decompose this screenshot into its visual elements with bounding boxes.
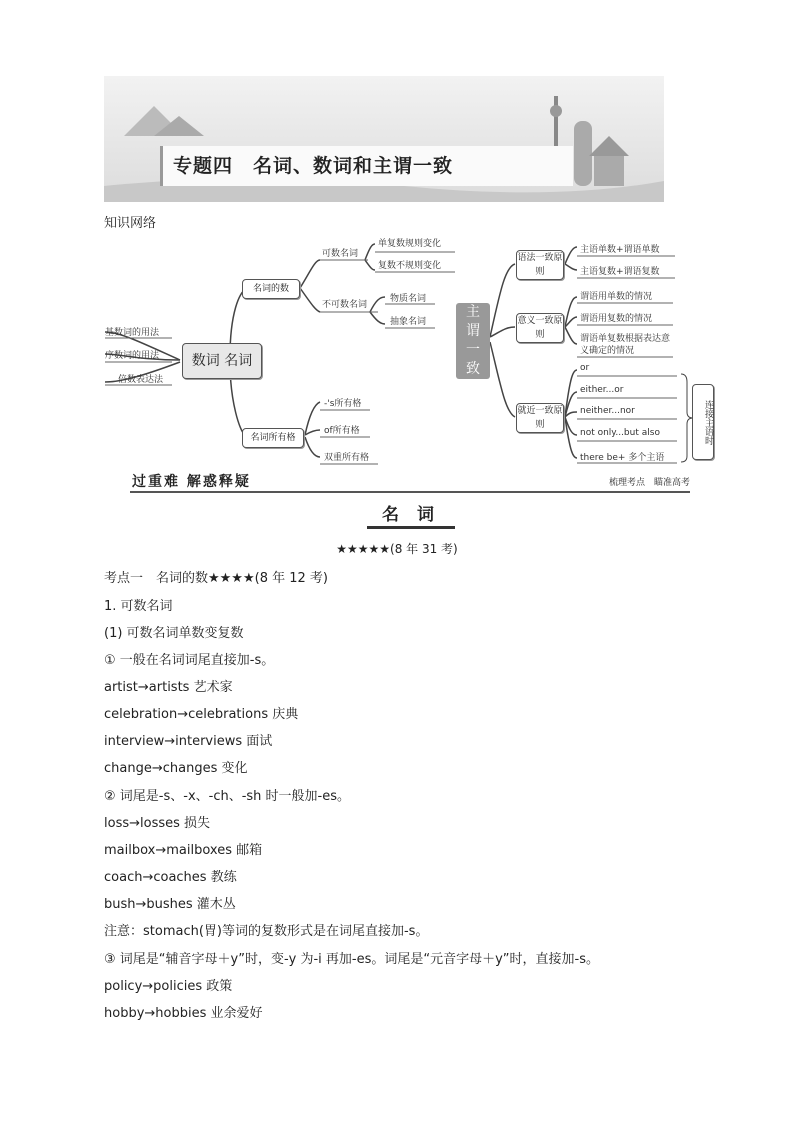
section-heading: 名 词: [367, 500, 455, 529]
body-line: ① 一般在名词词尾直接加-s。: [104, 653, 275, 668]
mindmap-item: 谓语用单数的情况: [580, 292, 653, 302]
mindmap-item: 复数不规则变化: [378, 261, 442, 271]
section-strip: [130, 471, 690, 493]
body-line: 1. 可数名词: [104, 599, 173, 614]
body-line: policy→policies 政策: [104, 979, 233, 994]
mindmap-item: 主语复数+谓语复数: [580, 267, 660, 277]
char: 一: [466, 342, 480, 358]
body-line: hobby→hobbies 业余爱好: [104, 1006, 263, 1021]
mindmap-node-noun-count: 名词的数: [242, 279, 300, 299]
char: 谓: [466, 323, 480, 339]
mindmap-item: of所有格: [324, 426, 360, 436]
page-title: 专题四 名词、数词和主谓一致: [160, 146, 573, 186]
char: 致: [466, 361, 480, 377]
mindmap-node-connect: 连接主语时: [692, 384, 714, 460]
body-line: coach→coaches 教练: [104, 870, 237, 885]
mindmap-item: 单复数规则变化: [378, 239, 442, 249]
mindmap-item: either...or: [580, 385, 624, 395]
mindmap-item: 谓语用复数的情况: [580, 314, 653, 324]
mindmap-node-proximity: 就近一致原则: [516, 403, 564, 433]
mindmap-item: neither...nor: [580, 406, 635, 416]
mindmap-item: 基数词的用法: [105, 328, 160, 338]
mindmap-item: 物质名词: [390, 294, 427, 304]
mindmap-center-node: 数词 名词: [182, 343, 262, 379]
mindmap-node: 不可数名词: [322, 300, 368, 310]
body-line: celebration→celebrations 庆典: [104, 707, 299, 722]
body-line: change→changes 变化: [104, 761, 248, 776]
char: 主: [466, 304, 480, 320]
mindmap-node-possessive: 名词所有格: [242, 428, 304, 448]
body-line: ② 词尾是-s、-x、-ch、-sh 时一般加-es。: [104, 789, 351, 804]
body-line: artist→artists 艺术家: [104, 680, 233, 695]
mindmap-item: 序数词的用法: [105, 351, 160, 361]
mindmap-item: 谓语单复数根据表达意义确定的情况: [580, 334, 671, 356]
body-line: mailbox→mailboxes 邮箱: [104, 843, 263, 858]
section-label: 知识网络: [104, 216, 157, 231]
mindmap-item: 抽象名词: [390, 317, 427, 327]
body-line: 注意：stomach(胃)等词的复数形式是在词尾直接加-s。: [104, 924, 429, 939]
mindmap-item: not only...but also: [580, 428, 660, 438]
mindmap-node-grammar: 语法一致原则: [516, 250, 564, 280]
mindmap-item: or: [580, 363, 590, 373]
mindmap-item: there be+ 多个主语: [580, 453, 665, 463]
mindmap-item: -'s所有格: [324, 399, 362, 409]
mindmap-item: 主语单数+谓语单数: [580, 245, 660, 255]
topic-heading: 考点一 名词的数★★★★(8 年 12 考): [104, 571, 328, 586]
mindmap-node: 可数名词: [322, 249, 359, 259]
body-line: interview→interviews 面试: [104, 734, 273, 749]
strip-left-label: 过重难 解惑释疑: [132, 474, 251, 490]
strip-right-label: 梳理考点 瞄准高考: [608, 478, 690, 488]
body-line: loss→losses 损失: [104, 816, 211, 831]
body-line: (1) 可数名词单数变复数: [104, 626, 244, 641]
mindmap-item: 倍数表达法: [118, 375, 164, 385]
mindmap-item: 双重所有格: [324, 453, 370, 463]
mindmap-node-meaning: 意义一致原则: [516, 313, 564, 343]
mindmap-center-subject-verb: [456, 303, 490, 379]
stars-line: ★★★★★(8 年 31 考): [336, 542, 458, 556]
body-line: ③ 词尾是“辅音字母＋y”时，变-y 为-i 再加-es。词尾是“元音字母＋y”时，直接加-s。: [104, 952, 599, 967]
body-line: bush→bushes 灌木丛: [104, 897, 236, 912]
